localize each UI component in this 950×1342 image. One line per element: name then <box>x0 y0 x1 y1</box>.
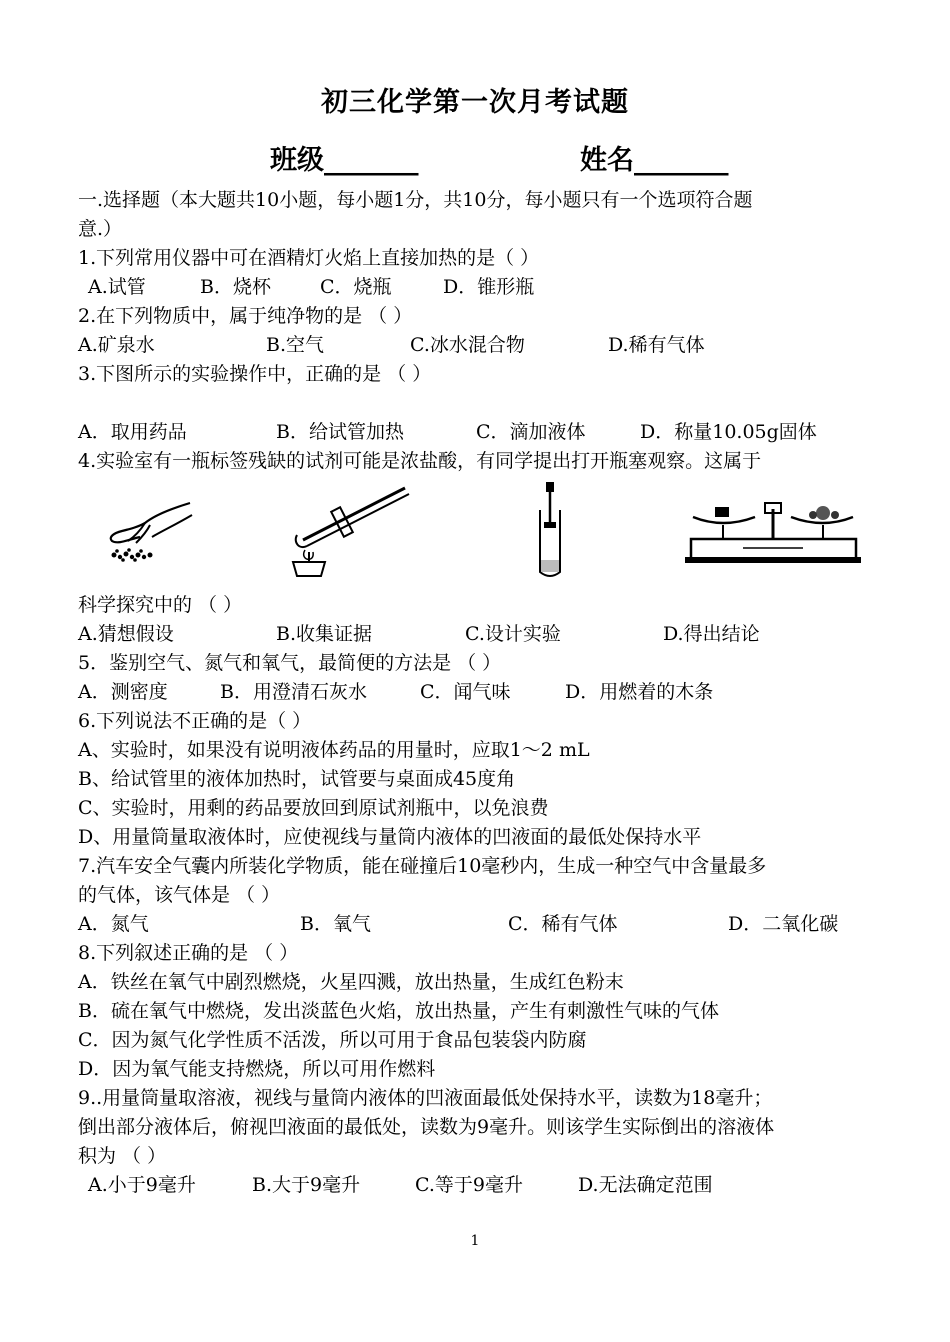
q2-option-b: B.空气 <box>266 334 325 356</box>
question-5-stem: 5．鉴别空气、氮气和氧气，最简便的方法是 （ ） <box>78 652 502 674</box>
q7-option-c: C．稀有气体 <box>508 913 618 935</box>
section-heading-cont: 意.） <box>78 218 123 240</box>
q4-option-c: C.设计实验 <box>465 623 561 645</box>
q1-option-d: D．锥形瓶 <box>443 276 535 298</box>
question-1-stem: 1.下列常用仪器中可在酒精灯火焰上直接加热的是（ ） <box>78 247 540 269</box>
q5-option-d: D．用燃着的木条 <box>565 681 714 703</box>
question-7-stem-cont: 的气体，该气体是 （ ） <box>78 884 281 906</box>
q9-option-c: C.等于9毫升 <box>415 1174 523 1196</box>
question-9-stem-cont-2: 积为 （ ） <box>78 1145 167 1167</box>
q1-option-a: A.试管 <box>88 276 146 298</box>
q5-option-a: A．测密度 <box>78 681 168 703</box>
page-title: 初三化学第一次月考试题 <box>321 87 629 118</box>
q5-option-b: B．用澄清石灰水 <box>220 681 367 703</box>
balance-scale-figure <box>683 495 863 570</box>
q3-option-a: A．取用药品 <box>78 421 187 443</box>
q7-option-d: D．二氧化碳 <box>728 913 839 935</box>
q6-option-d: D、用量筒量取液体时，应使视线与量筒内液体的凹液面的最低处保持水平 <box>78 826 702 848</box>
q7-option-b: B．氧气 <box>300 913 371 935</box>
q8-option-b: B．硫在氧气中燃烧，发出淡蓝色火焰，放出热量，产生有刺激性气味的气体 <box>78 1000 719 1022</box>
q7-option-a: A．氮气 <box>78 913 149 935</box>
q1-option-b: B．烧杯 <box>200 276 271 298</box>
q2-option-c: C.冰水混合物 <box>410 334 525 356</box>
name-field-label: 姓名_______ <box>580 145 729 176</box>
q1-option-c: C．烧瓶 <box>320 276 392 298</box>
q9-option-b: B.大于9毫升 <box>252 1174 361 1196</box>
q6-option-b: B、给试管里的液体加热时，试管要与桌面成45度角 <box>78 768 516 790</box>
q8-option-c: C．因为氮气化学性质不活泼，所以可用于食品包装袋内防腐 <box>78 1029 587 1051</box>
page-number: 1 <box>470 1233 480 1249</box>
question-7-stem: 7.汽车安全气囊内所装化学物质，能在碰撞后10毫秒内，生成一种空气中含量最多 <box>78 855 767 877</box>
q5-option-c: C．闻气味 <box>420 681 511 703</box>
class-field-label: 班级_______ <box>270 145 419 176</box>
section-heading: 一.选择题（本大题共10小题，每小题1分，共10分，每小题只有一个选项符合题 <box>78 189 753 211</box>
hand-taking-powder-figure <box>100 495 200 565</box>
q6-option-c: C、实验时，用剩的药品要放回到原试剂瓶中，以免浪费 <box>78 797 549 819</box>
question-2-stem: 2.在下列物质中，属于纯净物的是 （ ） <box>78 305 413 327</box>
question-9-stem: 9..用量筒量取溶液，视线与量筒内液体的凹液面最低处保持水平，读数为18毫升； <box>78 1087 773 1109</box>
q8-option-d: D．因为氧气能支持燃烧，所以可用作燃料 <box>78 1058 436 1080</box>
q3-option-c: C．滴加液体 <box>476 421 586 443</box>
q4-option-b: B.收集证据 <box>276 623 373 645</box>
q2-option-d: D.稀有气体 <box>608 334 705 356</box>
q3-option-d: D．称量10.05g固体 <box>640 421 817 443</box>
question-6-stem: 6.下列说法不正确的是（ ） <box>78 710 312 732</box>
q6-option-a: A、实验时，如果没有说明液体药品的用量时，应取1～2 mL <box>78 739 590 761</box>
question-4-stem-cont: 科学探究中的 （ ） <box>78 594 243 616</box>
question-8-stem: 8.下列叙述正确的是 （ ） <box>78 942 299 964</box>
heating-test-tube-figure <box>285 480 415 580</box>
dropper-test-tube-figure <box>530 480 570 580</box>
q3-option-b: B．给试管加热 <box>276 421 404 443</box>
q8-option-a: A．铁丝在氧气中剧烈燃烧，火星四溅，放出热量，生成红色粉末 <box>78 971 624 993</box>
q9-option-d: D.无法确定范围 <box>578 1174 713 1196</box>
q9-option-a: A.小于9毫升 <box>88 1174 196 1196</box>
q2-option-a: A.矿泉水 <box>78 334 155 356</box>
question-3-stem: 3.下图所示的实验操作中，正确的是 （ ） <box>78 363 432 385</box>
question-9-stem-cont: 倒出部分液体后，俯视凹液面的最低处，读数为9毫升。则该学生实际倒出的溶液体 <box>78 1116 775 1138</box>
q4-option-a: A.猜想假设 <box>78 623 174 645</box>
q4-option-d: D.得出结论 <box>663 623 760 645</box>
question-4-stem: 4.实验室有一瓶标签残缺的试剂可能是浓盐酸，有同学提出打开瓶塞观察。这属于 <box>78 450 762 472</box>
